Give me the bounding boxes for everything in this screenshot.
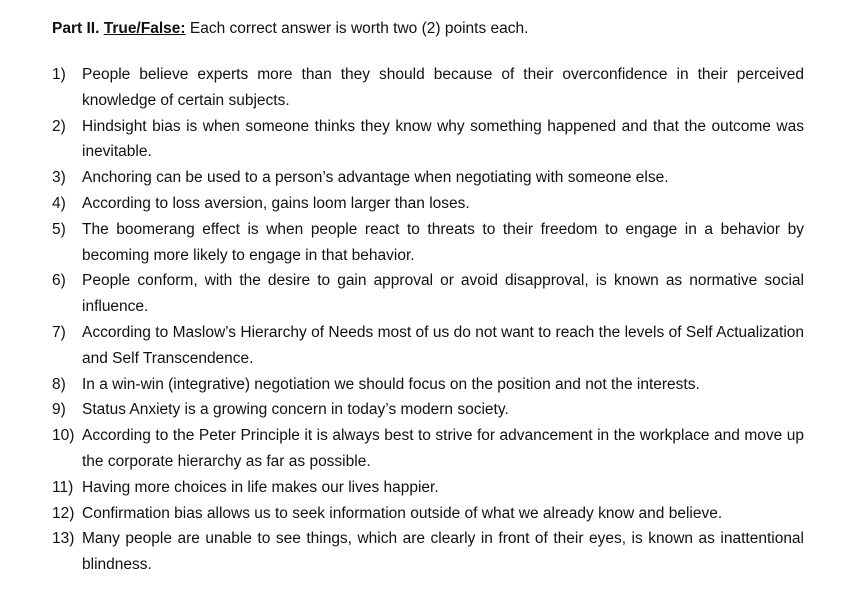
question-text: The boomerang effect is when people react to threats to their freedom to engage in a behavior by becoming more likely to engage in that behavior. <box>82 220 804 264</box>
question-item <box>52 217 804 269</box>
question-item <box>52 475 804 501</box>
question-number: 5) <box>52 220 66 238</box>
question-item <box>52 320 804 372</box>
question-item <box>52 526 804 578</box>
question-text: Many people are unable to see things, which are clearly in front of their eyes, is known as inattentional blindness. <box>82 530 804 574</box>
question-item <box>52 165 804 191</box>
section-heading <box>52 18 804 40</box>
question-item <box>52 62 804 114</box>
question-item <box>52 397 804 423</box>
part-label: Part II. <box>52 20 100 37</box>
question-number: 12) <box>52 504 75 522</box>
question-text: According to Maslow’s Hierarchy of Needs most of us do not want to reach the levels of Self Actualization and Self Transcendence. <box>82 323 804 367</box>
question-number: 6) <box>52 272 66 290</box>
question-text: In a win-win (integrative) negotiation we should focus on the position and not the interests. <box>82 375 700 393</box>
question-number: 2) <box>52 117 66 135</box>
question-text: According to the Peter Principle it is always best to strive for advancement in the workplace and move up the corporate hierarchy as far as possible. <box>82 427 804 470</box>
question-number: 4) <box>52 194 66 212</box>
question-number: 13) <box>52 530 75 548</box>
question-text: People believe experts more than they should because of their overconfidence in their perceived knowledge of certain subjects. <box>82 66 804 109</box>
question-number: 8) <box>52 375 66 393</box>
question-item <box>52 191 804 217</box>
question-item <box>52 268 804 320</box>
question-text: According to loss aversion, gains loom larger than loses. <box>82 194 470 212</box>
question-number: 1) <box>52 66 66 83</box>
question-list <box>52 62 804 578</box>
question-item <box>52 423 804 475</box>
question-text: Having more choices in life makes our lives happier. <box>82 478 439 496</box>
question-item <box>52 372 804 398</box>
question-text: Hindsight bias is when someone thinks they know why something happened and that the outcome was inevitable. <box>82 117 804 161</box>
question-number: 3) <box>52 169 66 187</box>
question-text: Confirmation bias allows us to seek information outside of what we already know and believe. <box>82 504 723 522</box>
section-label: True/False: <box>103 20 186 37</box>
question-text: People conform, with the desire to gain approval or avoid disapproval, is known as normative social influence. <box>82 272 804 316</box>
question-number: 9) <box>52 401 66 419</box>
question-text: Anchoring can be used to a person’s advantage when negotiating with someone else. <box>82 169 669 187</box>
question-number: 11) <box>52 478 74 496</box>
question-item <box>52 501 804 527</box>
question-number: 7) <box>52 323 66 341</box>
question-item <box>52 114 804 166</box>
document-page <box>52 18 804 578</box>
instructions-text: Each correct answer is worth two (2) points each. <box>189 20 529 37</box>
question-number: 10) <box>52 427 75 445</box>
question-text: Status Anxiety is a growing concern in today’s modern society. <box>82 401 509 419</box>
